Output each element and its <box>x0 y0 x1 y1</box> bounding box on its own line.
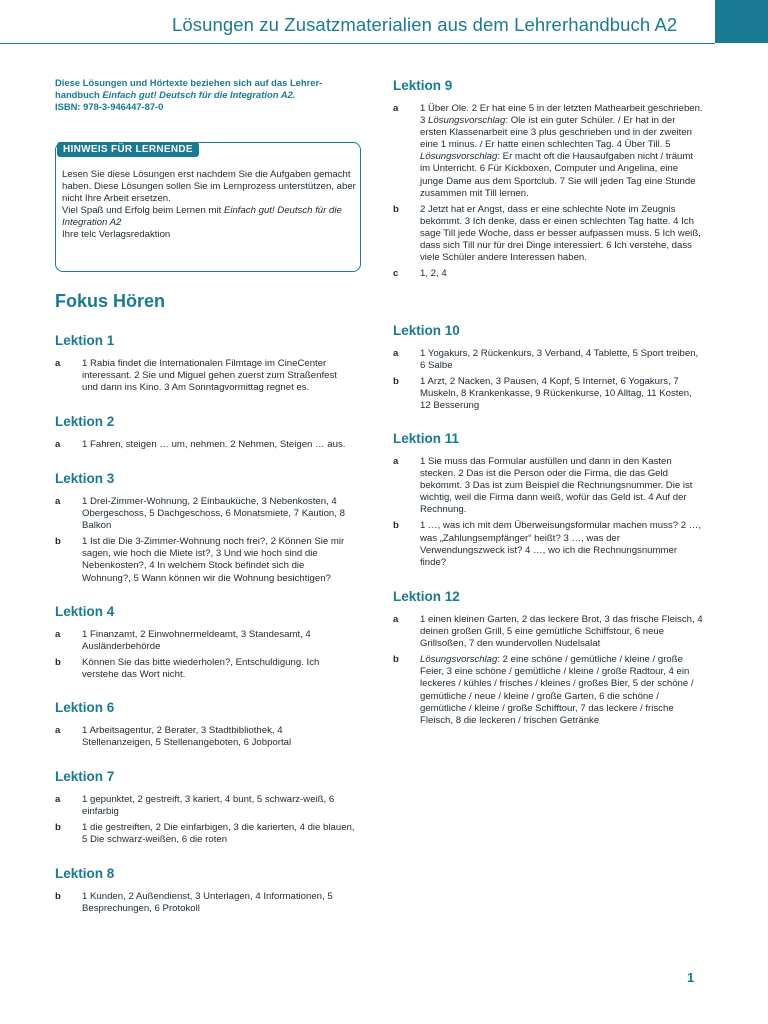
item-text-emphasis: Lösungsvorschlag <box>428 115 506 127</box>
item-label: a <box>393 348 399 359</box>
item-text: 1 Kunden, 2 Außendienst, 3 Unterlagen, 4 Informationen, 5 Besprechungen, 6 Protokoll <box>82 891 333 915</box>
header-rule <box>0 43 715 44</box>
item-text: 1 Rabia findet die Internationalen Filmtage im CineCenter interessant. 2 Sie und Miguel gehen zuerst zum Straßenfest und dann ins Kino. 3 Am Sonntagvormittag regnet es. <box>82 358 337 394</box>
answer-item <box>55 822 355 846</box>
item-text: 2 Jetzt hat er Angst, dass er eine schlechte Note im Zeugnis bekommt. 3 Ich denke, dass er einen schlechten Tag hatte. 4 Ich sage Till jede Woche, dass er besser aufpassen muss. 5 Ich weiß, dass sich Till nur für drei Dinge interessiert. 6 Ich verstehe, dass viele Schüler andere Interessen haben. <box>420 203 701 264</box>
item-text: 1 Ist die Die 3-Zimmer-Wohnung noch frei?, 2 Können Sie mir sagen, wie hoch die Miete ist?, 3 Und wie hoch sind die Nebenkosten?, 4 In welchem Stock befindet sich die Wohnung?, 5 Wann können wir die Wohnung besichtigen? <box>82 536 345 584</box>
lesson-8 <box>55 866 355 919</box>
item-label: c <box>393 268 399 280</box>
lesson-11 <box>393 431 703 573</box>
header-corner-tab <box>715 0 768 43</box>
lesson-title: Lektion 2 <box>55 414 115 429</box>
lesson-2 <box>55 414 355 455</box>
answer-item <box>393 268 703 280</box>
lesson-title: Lektion 6 <box>55 700 115 715</box>
lesson-title: Lektion 4 <box>55 604 115 619</box>
section-title: Fokus Hören <box>55 291 166 311</box>
item-text: 1 die gestreiften, 2 Die einfarbigen, 3 die karierten, 4 die blauen, 5 Die schwarz-weißen, 6 die roten <box>82 822 355 846</box>
hint-label: HINWEIS FÜR LERNENDE <box>57 142 199 157</box>
answer-item <box>55 725 355 749</box>
item-text: 1 Sie muss das Formular ausfüllen und dann in den Kasten stecken. 2 Das ist die Person oder die Firma, die das Geld bekommt. 3 Das ist zum Beispiel die Rechnungsnummer. Die ist wichtig, weil die Firma dann weiß, wofür das Geld ist. 4 Auf der Rechnung. <box>420 456 693 516</box>
item-text-part: : Ole ist ein guter Schüler. / Er hat in der ersten Klassenarbeit eine 3 plus geschrieben und in der zweiten eine 1 minus. / Er hatte einen schlechten Tag. 4 Über Till. 5 <box>420 115 692 151</box>
lesson-title: Lektion 3 <box>55 471 115 486</box>
item-text <box>420 103 703 200</box>
item-label: b <box>393 520 399 532</box>
answer-item <box>393 348 703 372</box>
item-text-emphasis: Lösungsvorschlag <box>420 654 498 666</box>
lesson-title: Lektion 12 <box>393 589 460 604</box>
item-label: b <box>55 891 61 902</box>
item-label: a <box>393 103 399 114</box>
item-text: 1 Finanzamt, 2 Einwohnermeldeamt, 3 Standesamt, 4 Ausländerbehörde <box>82 629 311 653</box>
lesson-title: Lektion 9 <box>393 78 453 93</box>
lesson-9 <box>393 78 703 284</box>
lesson-7 <box>55 769 355 850</box>
item-label: a <box>55 725 61 736</box>
hint-paragraph-3: Ihre telc Verlagsredaktion <box>62 229 171 241</box>
hint-paragraph-2-prefix: Viel Spaß und Erfolg beim Lernen mit <box>62 205 224 217</box>
page-number: 1 <box>687 970 695 985</box>
lesson-1 <box>55 333 355 398</box>
lesson-12 <box>393 589 703 731</box>
item-label: b <box>393 203 399 215</box>
item-text: 1, 2, 4 <box>420 268 447 280</box>
answer-item <box>55 794 355 818</box>
item-text: 1 Arzt, 2 Nacken, 3 Pausen, 4 Kopf, 5 Internet, 6 Yogakurs, 7 Muskeln, 8 Krankenkasse, 9 Rückenkurse, 10 Alltag, 11 Kosten, 12 Besserung <box>420 376 692 412</box>
item-text: 1 einen kleinen Garten, 2 das leckere Brot, 3 das frische Fleisch, 4 deinen großen Grill, 5 eine gemütliche Schiffstour, 6 neue Grillsoßen, 7 den wundervollen Nudelsalat <box>420 614 703 650</box>
page-header-title: Lösungen zu Zusatzmaterialien aus dem Lehrerhandbuch A2 <box>172 14 678 35</box>
intro-note <box>55 77 355 113</box>
lesson-title: Lektion 10 <box>393 323 460 338</box>
item-label: b <box>55 536 61 548</box>
hint-paragraph-2 <box>62 205 357 229</box>
item-text: 1 Drei-Zimmer-Wohnung, 2 Einbauküche, 3 Nebenkosten, 4 Obergeschoss, 5 Dachgeschoss, 6 Monatsmiete, 7 Kaution, 8 Balkon <box>82 496 345 532</box>
hint-body <box>62 169 357 242</box>
hint-book-title: Einfach gut! Deutsch für die Integration A2 <box>62 205 342 229</box>
item-label: b <box>393 654 399 666</box>
answer-item <box>393 654 703 727</box>
item-text: 1 Fahren, steigen … um, nehmen. 2 Nehmen, Steigen … aus. <box>82 439 346 450</box>
item-text: 1 gepunktet, 2 gestreift, 3 kariert, 4 bunt, 5 schwarz-weiß, 6 einfarbig <box>82 794 335 818</box>
item-text-part: : 2 eine schöne / gemütliche / kleine / große Feier, 3 eine schöne / gemütliche / kleine / große Radtour, 4 ein leckeres / kühles / frisches / kleines / großes Bier, 5 der schöne / gemütliche / neue / kleine / große Garten, 6 die schöne / gemütliche / kleine / große Schifftour, 7 das leckere / frische Fleisch, 8 die leckeren / frischen Getränke <box>420 654 694 726</box>
item-label: b <box>55 822 61 834</box>
lesson-title: Lektion 8 <box>55 866 115 881</box>
answer-item <box>393 376 703 412</box>
item-text: 1 Arbeitsagentur, 2 Berater, 3 Stadtbibliothek, 4 Stellenanzeigen, 5 Stellenangeboten, 6 Jobportal <box>82 725 292 749</box>
lesson-3 <box>55 471 355 589</box>
answer-item <box>393 614 703 650</box>
item-text: 1 Yogakurs, 2 Rückenkurs, 3 Verband, 4 Tablette, 5 Sport treiben, 6 Salbe <box>420 348 699 372</box>
item-text: Können Sie das bitte wiederholen?, Entschuldigung. Ich verstehe das Wort nicht. <box>82 657 320 681</box>
answer-item <box>393 456 703 516</box>
item-text: 1 …, was ich mit dem Überweisungsformular machen muss? 2 …, was „Zahlungsempfänger“ heißt? 3 …, was der Verwendungszweck ist? 4 …, wo ich die Rechnungsnummer finde? <box>420 520 701 568</box>
item-label: a <box>55 629 61 640</box>
item-text-part: : Er macht oft die Hausaufgaben nicht / träumt im Unterricht. 6 Für Kickboxen, Computer und Angelina, eine junge Dame aus dem Sportclub. 7 Sie will jeden Tag eine Stunde zusammen mit Till lernen. <box>420 151 696 199</box>
item-label: b <box>393 376 399 388</box>
item-label: a <box>55 794 61 805</box>
item-label: a <box>55 496 61 507</box>
intro-line-2-prefix: handbuch <box>55 89 103 100</box>
hint-paragraph-1: Lesen Sie diese Lösungen erst nachdem Sie die Aufgaben gemacht haben. Diese Lösungen sollen Sie im Lernprozess unterstützen, aber nicht Ihre Arbeit ersetzen. <box>62 169 356 205</box>
item-label: b <box>55 657 61 669</box>
item-label: a <box>55 439 61 450</box>
lesson-4 <box>55 604 355 685</box>
answer-item <box>393 520 703 568</box>
item-label: a <box>393 456 399 467</box>
item-label: a <box>393 614 399 625</box>
intro-line-2 <box>55 89 355 101</box>
answer-item <box>55 358 355 394</box>
answer-item <box>55 439 355 451</box>
lesson-title: Lektion 1 <box>55 333 115 348</box>
answer-item <box>55 629 355 653</box>
answer-item <box>55 496 355 532</box>
intro-line-1: Diese Lösungen und Hörtexte beziehen sich auf das Lehrer- <box>55 77 323 88</box>
lesson-10 <box>393 323 703 416</box>
item-label: a <box>55 358 61 369</box>
answer-item <box>393 103 703 200</box>
item-text-part: 1 Über Ole. 2 Er hat eine 5 in der letzten Mathearbeit geschrieben. 3 <box>420 103 703 127</box>
lesson-6 <box>55 700 355 753</box>
answer-item <box>55 657 355 681</box>
answer-item <box>393 204 703 264</box>
lesson-title: Lektion 7 <box>55 769 115 784</box>
lesson-title: Lektion 11 <box>393 431 460 446</box>
item-text-emphasis: Lösungsvorschlag <box>420 151 498 163</box>
item-text <box>420 654 703 727</box>
isbn: ISBN: 978-3-946447-87-0 <box>55 101 164 112</box>
answer-item <box>55 891 355 915</box>
intro-book-title: Einfach gut! Deutsch für die Integration A2. <box>102 89 296 100</box>
answer-item <box>55 536 355 584</box>
